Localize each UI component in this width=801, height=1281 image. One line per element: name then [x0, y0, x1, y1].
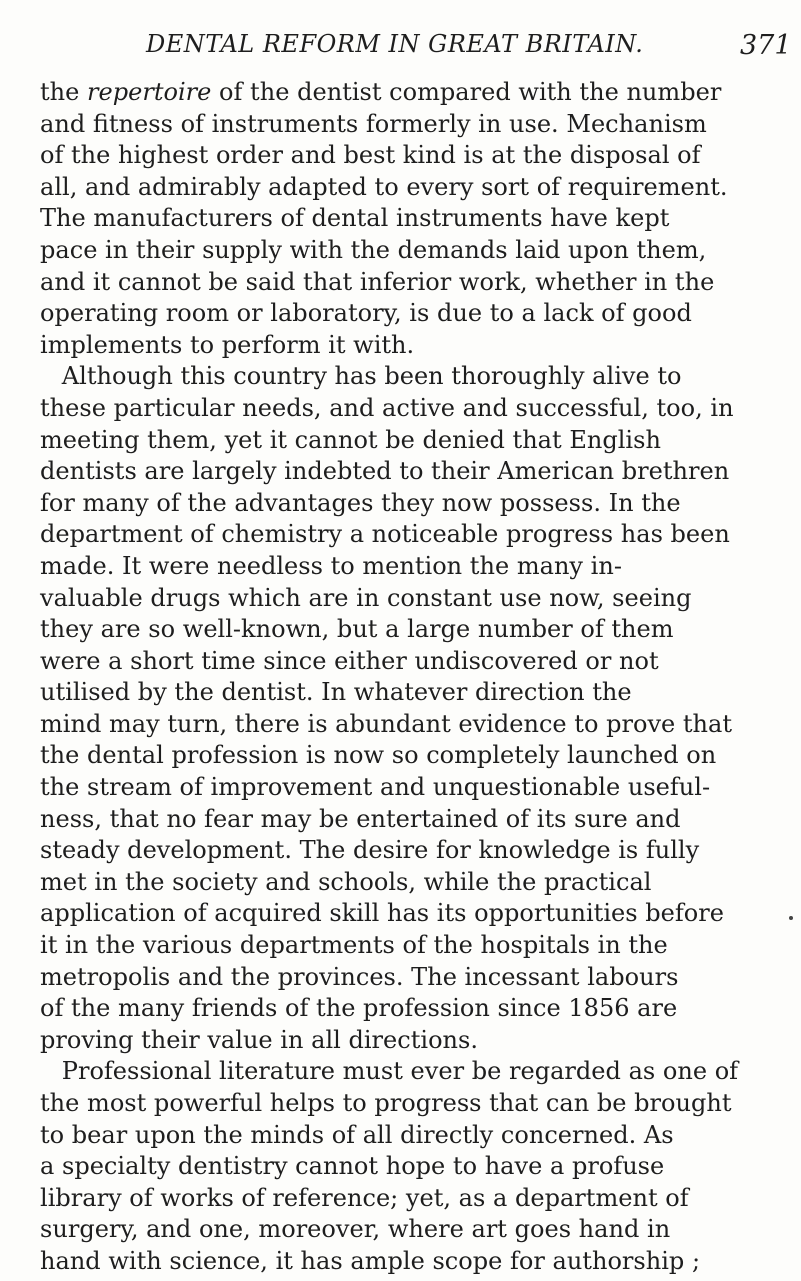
text-line: department of chemistry a noticeable progress has been: [40, 519, 730, 549]
text-line: pace in their supply with the demands laid upon them,: [40, 234, 707, 264]
text-line: a specialty dentistry cannot hope to have a profuse: [40, 1151, 665, 1181]
text-line: valuable drugs which are in constant use now, seeing: [40, 582, 692, 612]
text-line: utilised by the dentist. In whatever direction the: [40, 677, 632, 707]
text-line: steady development. The desire for knowledge is fully: [40, 835, 700, 865]
text-line: the stream of improvement and unquestionable useful-: [40, 772, 711, 802]
text-line: library of works of reference; yet, as a department of: [40, 1182, 689, 1212]
body-text: [40, 76, 800, 1277]
text-line: made. It were needless to mention the many in-: [40, 550, 622, 580]
text-line: and fitness of instruments formerly in use. Mechanism: [40, 108, 707, 138]
italic-term: repertoire: [87, 77, 212, 106]
text-line: implements to perform it with.: [40, 329, 415, 359]
text-line: the dental profession is now so completely launched on: [40, 740, 717, 770]
text-line: and it cannot be said that inferior work, whether in the: [40, 266, 715, 296]
line-1-start: the: [40, 77, 88, 106]
text-line-1: [40, 76, 792, 108]
text-line: it in the various departments of the hospitals in the: [40, 930, 668, 960]
paragraph-start-line: Although this country has been thoroughly alive to: [61, 361, 682, 391]
text-line: met in the society and schools, while the practical: [40, 866, 652, 896]
text-line: mind may turn, there is abundant evidence to prove that: [40, 708, 733, 738]
text-line: to bear upon the minds of all directly concerned. As: [40, 1119, 674, 1149]
running-head: DENTAL REFORM IN GREAT BRITAIN.: [146, 30, 644, 58]
text-line: ness, that no fear may be entertained of its sure and: [40, 803, 681, 833]
text-line: they are so well-known, but a large number of them: [40, 614, 674, 644]
text-line: The manufacturers of dental instruments have kept: [40, 203, 670, 233]
page-number: 371: [740, 30, 792, 61]
text-line: of the highest order and best kind is at the disposal of: [40, 140, 701, 170]
text-line: meeting them, yet it cannot be denied that English: [40, 424, 661, 454]
text-line: these particular needs, and active and successful, too, in: [40, 392, 734, 422]
text-line: application of acquired skill has its opportunities before: [40, 898, 724, 928]
text-line: metropolis and the provinces. The incessant labours: [40, 961, 679, 991]
line-1-end: of the dentist compared with the number: [211, 77, 722, 106]
text-line: proving their value in all directions.: [40, 1024, 479, 1054]
text-line: surgery, and one, moreover, where art goes hand in: [40, 1214, 671, 1244]
margin-dot-mark: [789, 916, 793, 920]
text-line: for many of the advantages they now possess. In the: [40, 487, 681, 517]
text-line: all, and admirably adapted to every sort of requirement.: [40, 171, 728, 201]
text-line: hand with science, it has ample scope for authorship ;: [40, 1245, 701, 1275]
text-line: dentists are largely indebted to their American brethren: [40, 456, 730, 486]
text-line: of the many friends of the profession since 1856 are: [40, 993, 678, 1023]
text-line: were a short time since either undiscovered or not: [40, 645, 659, 675]
paragraph-start-line: Professional literature must ever be regarded as one of: [61, 1056, 739, 1086]
text-line: the most powerful helps to progress that can be brought: [40, 1088, 732, 1117]
text-line: operating room or laboratory, is due to a lack of good: [40, 298, 692, 328]
